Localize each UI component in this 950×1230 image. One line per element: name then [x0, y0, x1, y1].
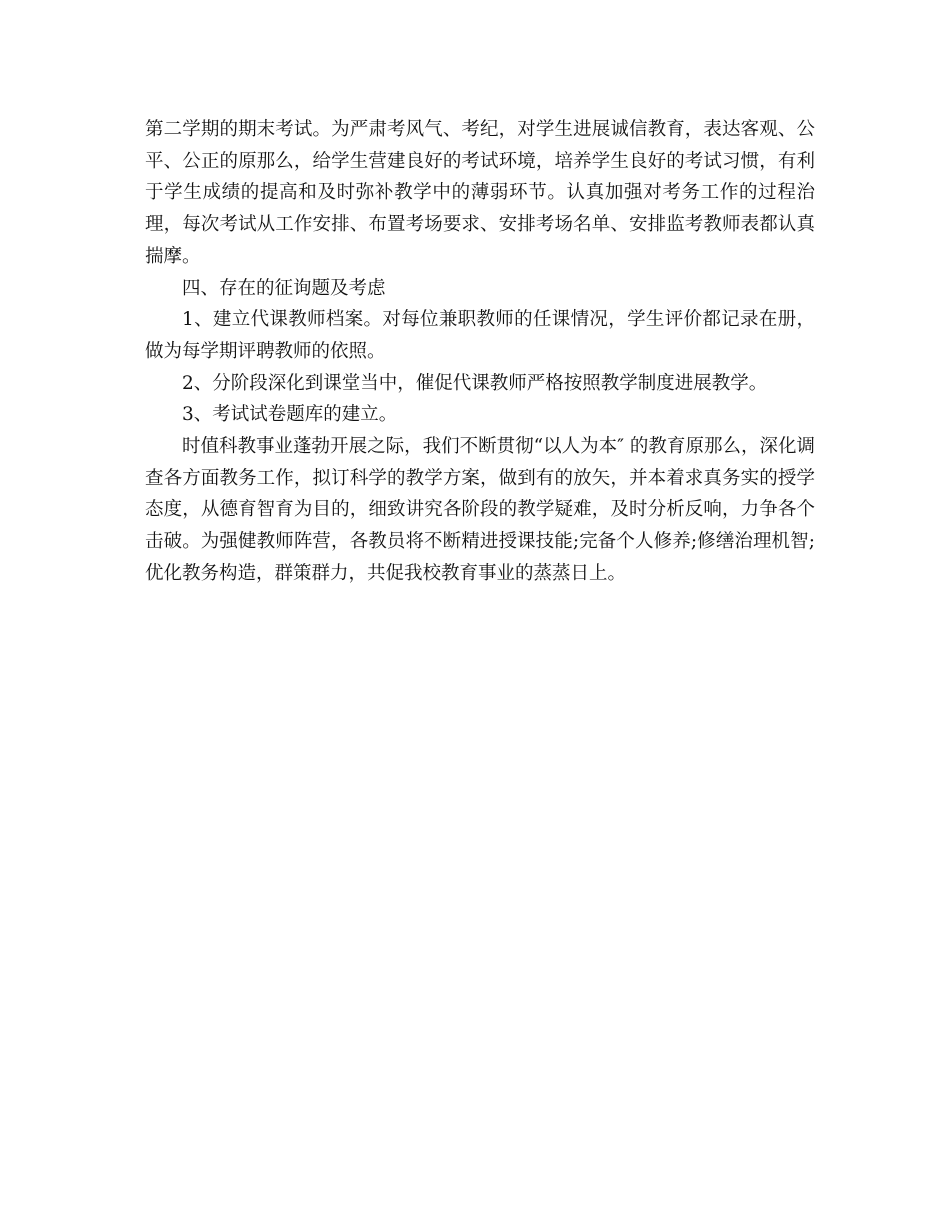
section-heading-problems: 四、存在的征询题及考虑	[182, 277, 386, 299]
paragraph-conclusion: 时值科教事业蓬勃开展之际，我们不断贯彻“以人为本″ 的教育原那么，深化调查各方面教务工作，拟订科学的教学方案，做到有的放矢，并本着求真务实的授学态度，从德育智育为目的，细致讲究各阶段的教学疑难，及时分析反响，力争各个击破。为强健教师阵营，各教员将不断精进授课技能;完备个人修养;修缮治理机智;优化教务构造，群策群力，共促我校教育事业的蒸蒸日上。	[145, 436, 815, 584]
list-item-teacher-archive: 1、建立代课教师档案。对每位兼职教师的任课情况，学生评价都记录在册，做为每学期评聘教师的依照。	[145, 309, 815, 362]
list-item-classroom-supervision: 2、分阶段深化到课堂当中，催促代课教师严格按照教学制度进展教学。	[182, 372, 768, 394]
paragraph-exam-management: 第二学期的期末考试。为严肃考风气、考纪，对学生进展诚信教育，表达客观、公平、公正的原那么，给学生营建良好的考试环境，培养学生良好的考试习惯，有利于学生成绩的提高和及时弥补教学中的薄弱环节。认真加强对考务工作的过程治理，每次考试从工作安排、布置考场要求、安排考场名单、安排监考教师表都认真揣摩。	[145, 119, 815, 267]
document-body	[145, 114, 815, 590]
list-item-question-bank: 3、考试试卷题库的建立。	[182, 404, 398, 426]
